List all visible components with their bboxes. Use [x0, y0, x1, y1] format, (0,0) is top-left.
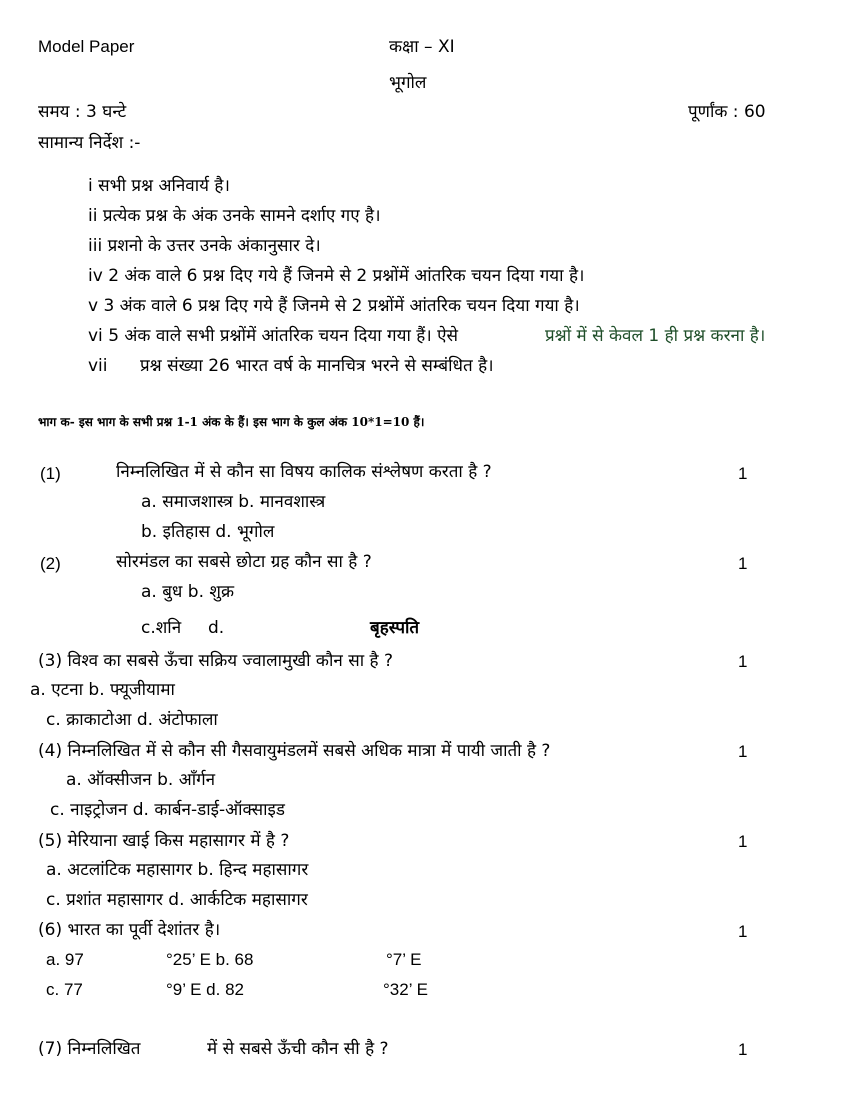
section-heading: भाग क- इस भाग के सभी प्रश्न 1-1 अंक के हैं। इस भाग के कुल अंक 10*1=10 हैं।: [38, 415, 425, 429]
instruction-3: iii प्रशनो के उत्तर उनके अंकानुसार दे।: [88, 236, 321, 256]
instruction-7: प्रश्न संख्या 26 भारत वर्ष के मानचित्र भरने से सम्बंधित है।: [140, 356, 494, 376]
time-label: समय : 3 घन्टे: [38, 102, 127, 122]
q1-options-line2: b. इतिहास d. भूगोल: [141, 522, 275, 542]
q2-number: (2): [40, 554, 61, 573]
q6-option-a: a. 97: [46, 950, 84, 969]
instruction-4: iv 2 अंक वाले 6 प्रश्न दिए गये हैं जिनमे से 2 प्रश्नोंमें आंतरिक चयन दिया गया है।: [88, 266, 585, 286]
q2-question: सोरमंडल का सबसे छोटा ग्रह कौन सा है ?: [116, 552, 372, 572]
instruction-6-continued: प्रश्नों में से केवल 1 ही प्रश्न करना है।: [545, 326, 766, 346]
q5-options-line1: a. अटलांटिक महासागर b. हिन्द महासागर: [46, 860, 309, 880]
q4-options-line2: c. नाइट्रोजन d. कार्बन-डाई-ऑक्साइड: [50, 800, 285, 820]
q1-number: (1): [40, 464, 61, 483]
q3-mark: 1: [738, 652, 748, 671]
q4-question: (4) निम्नलिखित में से कौन सी गैसवायुमंडलमें सबसे अधिक मात्रा में पायी जाती है ?: [38, 741, 551, 761]
q3-options-line2: c. क्राकाटोआ d. अंटोफाला: [46, 710, 218, 730]
q6-option-d-rest: °32’ E: [383, 980, 428, 999]
instruction-1: i सभी प्रश्न अनिवार्य है।: [88, 176, 230, 196]
q6-option-c: c. 77: [46, 980, 83, 999]
model-paper-label: Model Paper: [38, 37, 135, 56]
q5-question: (5) मेरियाना खाई किस महासागर में है ?: [38, 831, 290, 851]
instruction-5: v 3 अंक वाले 6 प्रश्न दिए गये हैं जिनमे से 2 प्रश्नोंमें आंतरिक चयन दिया गया है।: [88, 296, 580, 316]
instruction-2: ii प्रत्येक प्रश्न के अंक उनके सामने दर्शाए गए है।: [88, 206, 381, 226]
q1-question: निम्नलिखित में से कौन सा विषय कालिक संश्लेषण करता है ?: [116, 462, 492, 482]
q3-question: (3) विश्व का सबसे ऊँचा सक्रिय ज्वालामुखी कौन सा है ?: [38, 651, 393, 671]
q2-mark: 1: [738, 554, 748, 573]
q6-question: (6) भारत का पूर्वी देशांतर है।: [38, 920, 221, 940]
q4-mark: 1: [738, 742, 748, 761]
q4-options-line1: a. ऑक्सीजन b. आँर्गन: [66, 770, 216, 790]
q3-options-line1: a. एटना b. फ्यूजीयामा: [30, 680, 175, 700]
q7-mark: 1: [738, 1040, 748, 1059]
q2-options-line1: a. बुध b. शुक्र: [141, 582, 235, 602]
q2-option-d-text: बृहस्पति: [370, 618, 420, 638]
q7-question-end: में से सबसे ऊँची कौन सी है ?: [207, 1039, 389, 1059]
q2-option-d-label: d.: [208, 618, 225, 638]
q6-option-b-rest: °7’ E: [386, 950, 422, 969]
q6-option-a-b: °25’ E b. 68: [166, 950, 254, 969]
q1-options-line1: a. समाजशास्त्र b. मानवशास्त्र: [141, 492, 326, 512]
q5-mark: 1: [738, 832, 748, 851]
q5-options-line2: c. प्रशांत महासागर d. आर्कटिक महासागर: [46, 890, 308, 910]
q2-option-c: c.शनि: [141, 618, 182, 638]
instruction-7-number: vii: [88, 356, 108, 376]
subject-title: भूगोल: [389, 73, 427, 93]
instruction-6: vi 5 अंक वाले सभी प्रश्नोंमें आंतरिक चयन दिया गया हैं। ऐसे: [88, 326, 459, 346]
q6-option-c-d: °9’ E d. 82: [166, 980, 244, 999]
full-marks-label: पूर्णांक : 60: [688, 102, 766, 122]
q7-question-start: (7) निम्नलिखित: [38, 1039, 141, 1059]
general-instructions-heading: सामान्य निर्देश :-: [38, 133, 141, 153]
class-label: कक्षा – XI: [389, 37, 455, 57]
q6-mark: 1: [738, 922, 748, 941]
q1-mark: 1: [738, 464, 748, 483]
